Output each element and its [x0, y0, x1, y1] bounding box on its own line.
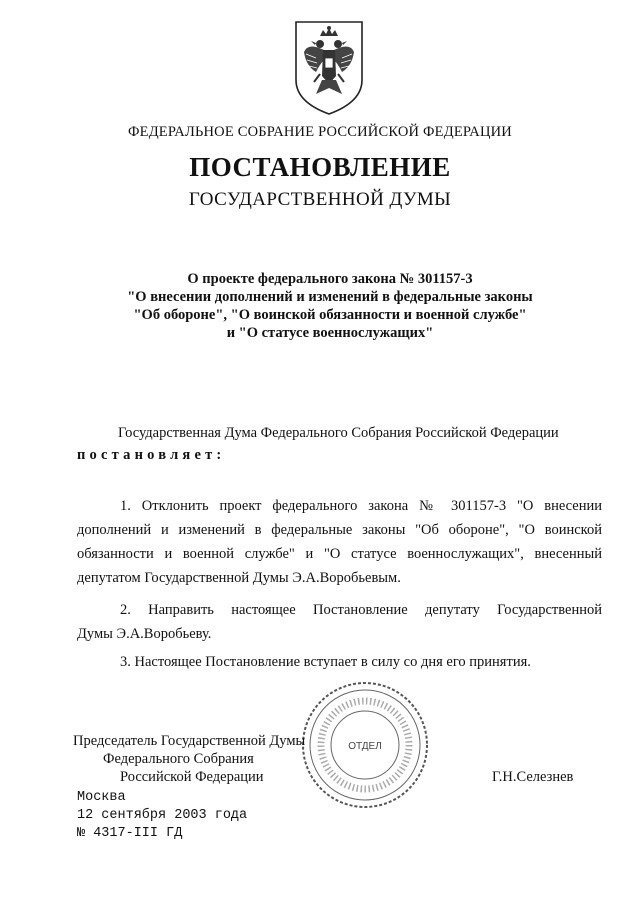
paragraph-line: 3. Настоящее Постановление вступает в силу со дня его принятия. [120, 654, 531, 670]
subject-line: "Об обороне", "О воинской обязанности и военной службе" [133, 307, 527, 323]
paragraph-line: 2. Направить настоящее Постановление депутату Государственной [120, 602, 602, 618]
issue-date: 12 сентября 2003 года [77, 808, 248, 823]
stamp-center-text: ОТДЕЛ [348, 741, 382, 752]
paragraph-line: обязанности и военной службе" и "О статусе военнослужащих", внесенный [77, 546, 602, 562]
paragraph-1 [77, 494, 602, 590]
document-type: ПОСТАНОВЛЕНИЕ [189, 152, 451, 182]
paragraph-2 [77, 598, 602, 646]
resolves-word: постановляет: [77, 447, 226, 463]
state-emblem-icon [290, 18, 368, 118]
signatory-title-line: Российской Федерации [120, 769, 264, 785]
signatory-title-line: Председатель Государственной Думы [73, 733, 306, 749]
round-stamp-icon [300, 680, 430, 810]
paragraph-line: дополнений и изменений в федеральные законы "Об обороне", "О воинской [77, 522, 602, 538]
preamble: Государственная Дума Федерального Собрания Российской Федерации [118, 425, 559, 441]
organization-name: ФЕДЕРАЛЬНОЕ СОБРАНИЕ РОССИЙСКОЙ ФЕДЕРАЦИИ [128, 124, 512, 140]
registration-number: № 4317-III ГД [77, 826, 183, 841]
paragraph-line: Думы Э.А.Воробьеву. [77, 626, 212, 642]
document-subject [80, 270, 580, 342]
subject-line: О проекте федерального закона № 301157-3 [187, 271, 473, 287]
issue-city: Москва [77, 790, 126, 805]
signatory-title-line: Федерального Собрания [103, 751, 254, 767]
document-issuer: ГОСУДАРСТВЕННОЙ ДУМЫ [188, 189, 452, 210]
paragraph-line: 1. Отклонить проект федерального закона № 301157-3 "О внесении [120, 498, 602, 514]
paragraph-line: депутатом Государственной Думы Э.А.Воробьевым. [77, 570, 401, 586]
signatory-name: Г.Н.Селезнев [492, 769, 574, 785]
paragraph-3 [77, 650, 602, 674]
subject-line: "О внесении дополнений и изменений в федеральные законы [127, 289, 533, 305]
subject-line: и "О статусе военнослужащих" [226, 325, 434, 341]
